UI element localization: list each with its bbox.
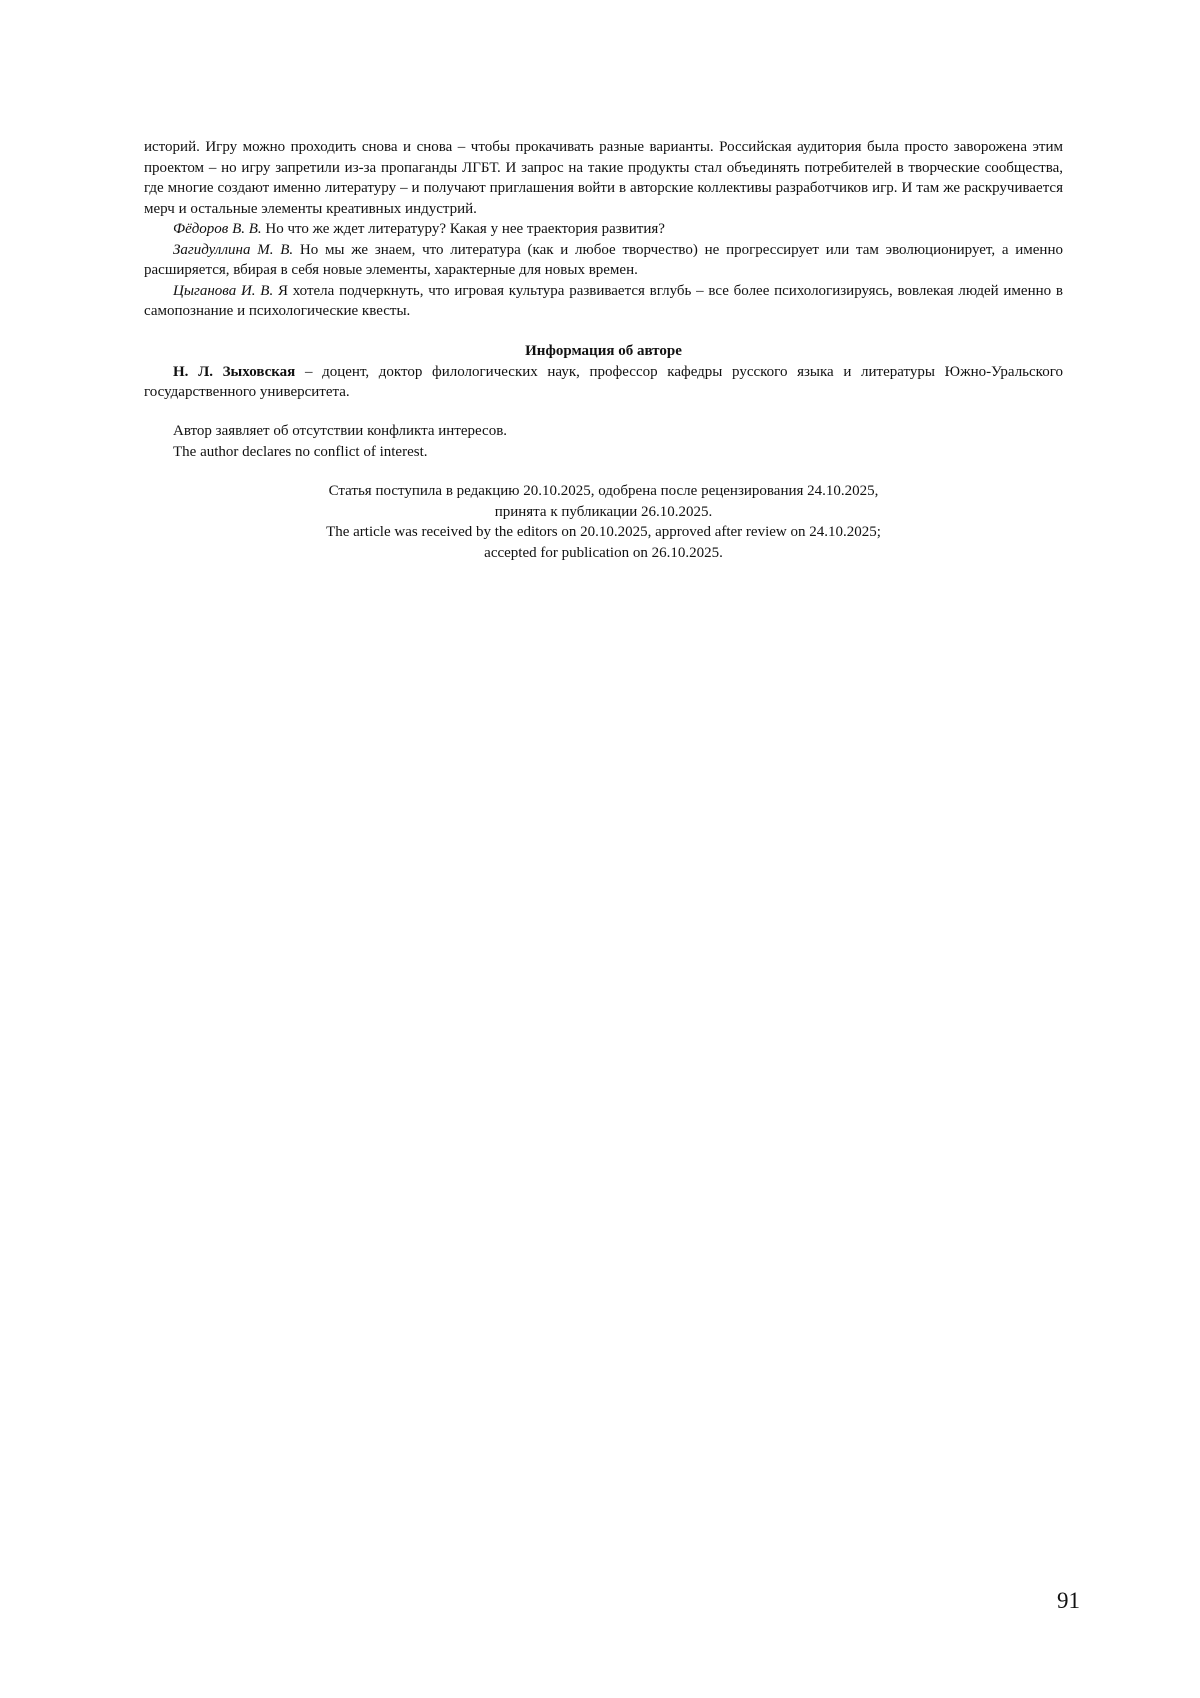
- conflict-of-interest-section: [144, 421, 1063, 462]
- dialogue-turn: [144, 240, 1063, 281]
- speaker-name: Цыганова И. В.: [173, 282, 274, 299]
- article-dates-section: [144, 481, 1063, 563]
- conflict-of-interest-en: The author declares no conflict of interest.: [173, 443, 428, 460]
- turn-text: Но что же ждет литературу? Какая у нее траектория развития?: [261, 221, 665, 237]
- author-info-section: [144, 341, 1063, 403]
- speaker-name: Фёдоров В. В.: [173, 221, 262, 237]
- author-info-heading: Информация об авторе: [525, 343, 682, 359]
- author-name: Н. Л. Зыховская: [173, 363, 296, 380]
- dates-ru-line-2: принята к публикации 26.10.2025.: [494, 503, 713, 520]
- dates-en-line-2: accepted for publication on 26.10.2025.: [484, 544, 723, 561]
- conflict-of-interest-ru: Автор заявляет об отсутствии конфликта интересов.: [173, 423, 508, 439]
- speaker-name: Загидуллина М. В.: [173, 241, 294, 258]
- dates-en-line-1: The article was received by the editors on 20.10.2025, approved after review on 24.10.2025;: [326, 524, 881, 540]
- dialogue-section: [144, 137, 1063, 322]
- dates-ru-line-1: Статья поступила в редакцию 20.10.2025, одобрена после рецензирования 24.10.2025,: [328, 483, 879, 499]
- turn-text: Я хотела подчеркнуть, что игровая культура развивается вглубь – все более психологизируясь, вовлекая людей именно в самопознание и психологические квесты.: [144, 282, 1063, 319]
- author-description: – доцент, доктор филологических наук, профессор кафедры русского языка и литературы Южно-Уральского государственного университета.: [144, 363, 1063, 400]
- dialogue-continuation: историй. Игру можно проходить снова и снова – чтобы прокачивать разные варианты. Российская аудитория была просто заворожена этим проектом – но игру запретили из-за пропаганды ЛГБТ. И запрос на такие продукты стал объединять потребителей в творческие сообщества, где многие создают именно литературу – и получают приглашения войти в авторские коллективы разработчиков игр. И там же раскручивается мерч и остальные элементы креативных индустрий.: [144, 139, 1063, 217]
- page-number: 91: [1057, 1588, 1080, 1613]
- turn-text: Но мы же знаем, что литература (как и любое творчество) не прогрессирует или там эволюционирует, а именно расширяется, вбирая в себя новые элементы, характерные для новых времен.: [144, 241, 1063, 278]
- dialogue-turn: [144, 281, 1063, 322]
- dialogue-turn: [144, 219, 1063, 240]
- author-info-paragraph: [144, 362, 1063, 403]
